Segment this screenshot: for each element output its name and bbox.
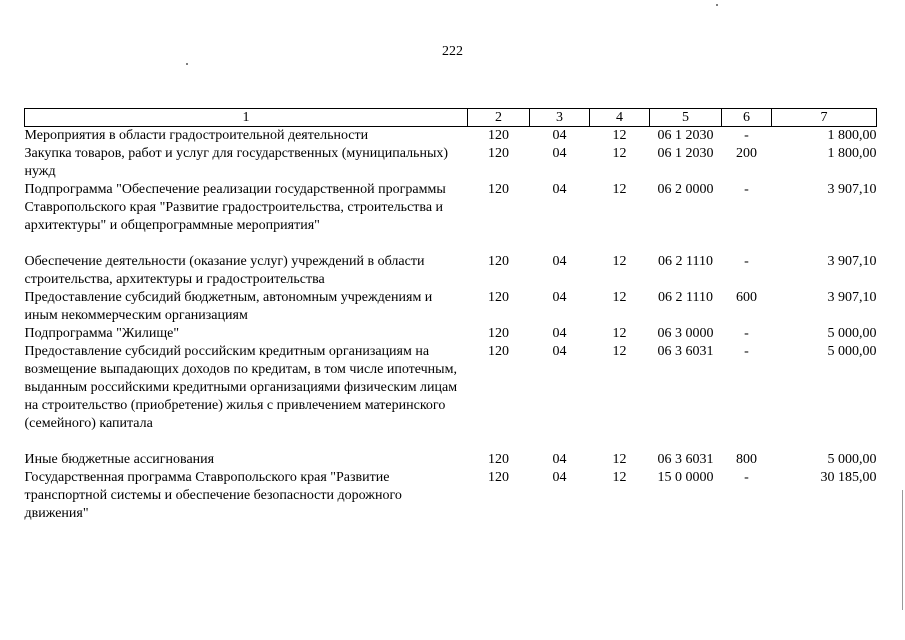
table-row [25, 451, 877, 469]
header-col-6: 6 [722, 109, 772, 127]
cell-section-code: 04 [552, 344, 567, 359]
scan-edge-line [902, 490, 903, 610]
cell-amount: 1 800,00 [827, 128, 877, 143]
cell-ministry-code: 120 [488, 254, 509, 269]
cell-section-code: 04 [552, 146, 567, 161]
cell-target-article: 06 2 1110 [658, 254, 713, 269]
header-col-2: 2 [468, 109, 530, 127]
header-col-5: 5 [650, 109, 722, 127]
header-row [25, 109, 877, 127]
cell-name: Подпрограмма "Обеспечение реализации государственной программы Ставропольского края "Развитие градостроительства, строительства и архитектуры" и общепрограммные мероприятия" [24, 182, 446, 233]
cell-section-code: 04 [552, 452, 567, 467]
cell-amount: 30 185,00 [820, 470, 877, 485]
cell-subsection-code: 12 [612, 182, 627, 197]
cell-amount: 5 000,00 [827, 326, 877, 341]
cell-name: Закупка товаров, работ и услуг для государственных (муниципальных) нужд [24, 146, 449, 179]
cell-expense-type: 200 [736, 146, 757, 161]
header-col-3: 3 [530, 109, 590, 127]
cell-amount: 5 000,00 [827, 344, 877, 359]
cell-name: Мероприятия в области градостроительной деятельности [24, 128, 369, 143]
cell-ministry-code: 120 [488, 128, 509, 143]
row-spacer-cell [25, 235, 877, 253]
cell-subsection-code: 12 [612, 326, 627, 341]
table-row [25, 343, 877, 433]
cell-ministry-code: 120 [488, 344, 509, 359]
cell-target-article: 06 3 6031 [657, 344, 714, 359]
cell-amount: 3 907,10 [827, 254, 877, 269]
table-row [25, 289, 877, 325]
header-col-1: 1 [25, 109, 468, 127]
cell-target-article: 06 2 1110 [658, 290, 713, 305]
cell-expense-type: - [744, 128, 749, 143]
cell-ministry-code: 120 [488, 326, 509, 341]
cell-amount: 3 907,10 [827, 290, 877, 305]
cell-name: Подпрограмма "Жилище" [24, 326, 180, 341]
cell-subsection-code: 12 [612, 254, 627, 269]
cell-target-article: 06 2 0000 [657, 182, 714, 197]
cell-subsection-code: 12 [612, 344, 627, 359]
table-row [25, 253, 877, 289]
cell-expense-type: 600 [736, 290, 757, 305]
header-col-4: 4 [590, 109, 650, 127]
row-spacer-cell [25, 433, 877, 451]
cell-target-article: 06 1 2030 [657, 128, 714, 143]
cell-section-code: 04 [552, 290, 567, 305]
cell-subsection-code: 12 [612, 290, 627, 305]
cell-ministry-code: 120 [488, 452, 509, 467]
cell-target-article: 15 0 0000 [657, 470, 714, 485]
cell-name: Предоставление субсидий бюджетным, автономным учреждениям и иным некоммерческим организациям [24, 290, 433, 323]
page-number: 222 [442, 44, 463, 59]
table-row [25, 127, 877, 146]
cell-subsection-code: 12 [612, 146, 627, 161]
cell-subsection-code: 12 [612, 470, 627, 485]
budget-table [24, 108, 877, 523]
cell-ministry-code: 120 [488, 182, 509, 197]
cell-section-code: 04 [552, 470, 567, 485]
row-spacer [25, 235, 877, 253]
cell-section-code: 04 [552, 182, 567, 197]
cell-amount: 1 800,00 [827, 146, 877, 161]
cell-ministry-code: 120 [488, 290, 509, 305]
table-row [25, 469, 877, 523]
cell-target-article: 06 3 0000 [657, 326, 714, 341]
cell-name: Иные бюджетные ассигнования [24, 452, 215, 467]
table-row [25, 181, 877, 235]
cell-expense-type: - [744, 470, 749, 485]
cell-expense-type: - [744, 344, 749, 359]
cell-name: Обеспечение деятельности (оказание услуг) учреждений в области строительства, архитектуры и градостроительства [24, 254, 425, 287]
cell-name: Государственная программа Ставропольского края "Развитие транспортной системы и обеспечение безопасности дорожного движения" [24, 470, 402, 521]
cell-section-code: 04 [552, 128, 567, 143]
table-body [25, 127, 877, 524]
cell-expense-type: 800 [736, 452, 757, 467]
scan-speck [186, 63, 188, 65]
cell-ministry-code: 120 [488, 470, 509, 485]
table-row [25, 325, 877, 343]
row-spacer [25, 433, 877, 451]
cell-target-article: 06 3 6031 [657, 452, 714, 467]
cell-section-code: 04 [552, 254, 567, 269]
cell-name: Предоставление субсидий российским кредитным организациям на возмещение выпадающих доходов по кредитам, в том числе ипотечным, выданным российскими кредитными организациями физическим лицам на строительство (приобретение) жилья с привлечением материнского (семейного) капитала [24, 344, 458, 431]
header-col-7: 7 [772, 109, 877, 127]
cell-ministry-code: 120 [488, 146, 509, 161]
table-row [25, 145, 877, 181]
cell-expense-type: - [744, 182, 749, 197]
cell-subsection-code: 12 [612, 128, 627, 143]
cell-expense-type: - [744, 254, 749, 269]
cell-expense-type: - [744, 326, 749, 341]
cell-subsection-code: 12 [612, 452, 627, 467]
scan-speck [716, 4, 718, 6]
cell-amount: 5 000,00 [827, 452, 877, 467]
cell-section-code: 04 [552, 326, 567, 341]
cell-amount: 3 907,10 [827, 182, 877, 197]
cell-target-article: 06 1 2030 [657, 146, 714, 161]
